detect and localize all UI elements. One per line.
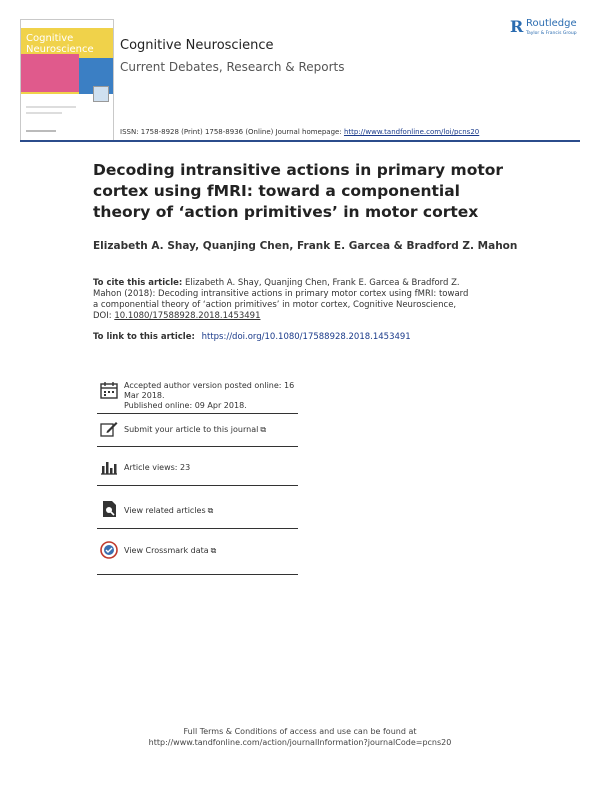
footer bbox=[0, 726, 600, 748]
article-authors: Elizabeth A. Shay, Quanjing Chen, Frank E. Garcea & Bradford Z. Mahon bbox=[93, 240, 518, 252]
issn-text: ISSN: 1758-8928 (Print) 1758-8936 (Online) Journal homepage: bbox=[120, 128, 342, 136]
citation-text: Elizabeth A. Shay, Quanjing Chen, Frank E. Garcea & Bradford Z. Mahon (2018): Decoding intransitive actions in primary motor cortex using fMRI: toward a componential theory of ‘action primitives’ in motor cortex, Cognitive Neuroscience, DOI: bbox=[93, 278, 469, 321]
crossmark-link[interactable]: View Crossmark data bbox=[124, 546, 209, 555]
article-link-block bbox=[93, 332, 411, 342]
link-label: To link to this article: bbox=[93, 332, 195, 342]
publisher-name: Routledge bbox=[526, 18, 577, 29]
article-views: Article views: 23 bbox=[124, 463, 191, 472]
calendar-icon bbox=[100, 381, 118, 399]
divider bbox=[97, 574, 298, 575]
article-title: Decoding intransitive actions in primary motor cortex using fMRI: toward a componential theory of ‘action primitives’ in motor cortex bbox=[93, 161, 504, 221]
accepted-date: Accepted author version posted online: 16 Mar 2018. bbox=[124, 381, 295, 400]
citation-doi-link[interactable]: 10.1080/17588928.2018.1453491 bbox=[114, 311, 261, 321]
journal-title: Cognitive Neuroscience bbox=[120, 38, 274, 53]
footer-terms-url[interactable]: http://www.tandfonline.com/action/journalInformation?journalCode=pcns20 bbox=[148, 738, 452, 747]
published-date: Published online: 09 Apr 2018. bbox=[124, 401, 247, 410]
routledge-r-icon: R bbox=[510, 17, 524, 36]
submit-article-link[interactable]: Submit your article to this journal bbox=[124, 425, 259, 434]
divider bbox=[97, 485, 298, 486]
issn-line bbox=[120, 128, 479, 136]
article-doi-link[interactable]: https://doi.org/10.1080/17588928.2018.1453491 bbox=[201, 332, 411, 342]
document-search-icon bbox=[100, 500, 118, 518]
external-link-icon: ⧉ bbox=[260, 425, 267, 434]
crossmark-icon bbox=[100, 541, 118, 559]
journal-homepage-link[interactable]: http://www.tandfonline.com/loi/pcns20 bbox=[343, 128, 480, 136]
bar-chart-icon bbox=[100, 458, 118, 476]
cover-title-line1: Cognitive bbox=[26, 33, 74, 44]
pencil-edit-icon bbox=[100, 420, 118, 438]
journal-cover bbox=[20, 19, 114, 141]
external-link-icon: ⧉ bbox=[210, 546, 217, 555]
citation-label: To cite this article: bbox=[93, 278, 183, 288]
cover-title-line2: Neuroscience bbox=[26, 44, 94, 55]
header-divider bbox=[20, 140, 580, 142]
journal-subtitle: Current Debates, Research & Reports bbox=[120, 60, 345, 74]
related-articles-link[interactable]: View related articles bbox=[124, 506, 206, 515]
citation-block bbox=[93, 278, 473, 322]
external-link-icon: ⧉ bbox=[207, 506, 214, 515]
publisher-tagline: Taylor & Francis Group bbox=[526, 31, 577, 36]
divider bbox=[97, 528, 298, 529]
footer-terms-text: Full Terms & Conditions of access and use can be found at bbox=[183, 727, 417, 736]
divider bbox=[97, 446, 298, 447]
divider bbox=[97, 413, 298, 414]
